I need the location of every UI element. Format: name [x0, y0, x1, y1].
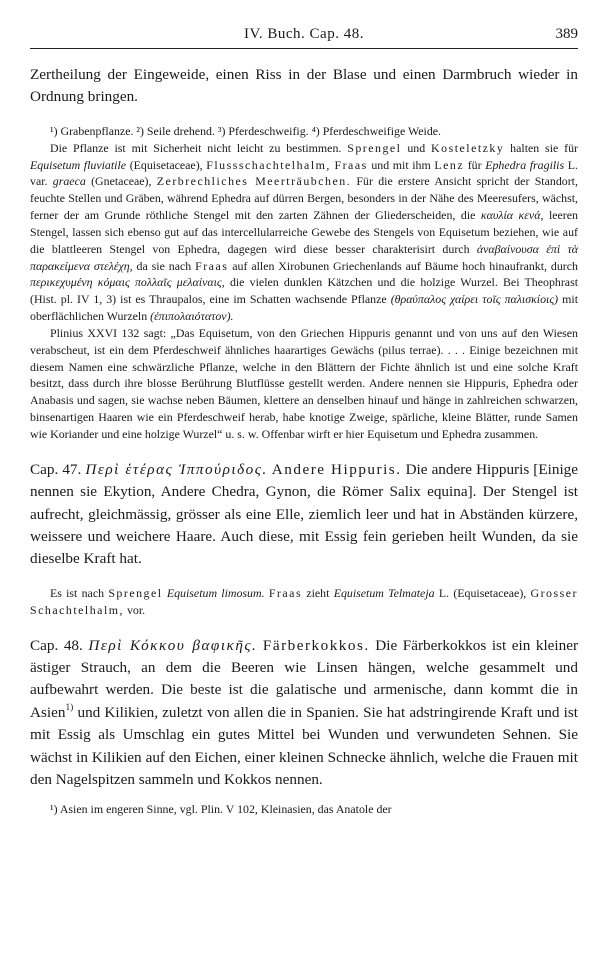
- page-body: [30, 64, 578, 818]
- greek-quote: περικεχυμένη κόμαις πολλαῖς μελαίναις,: [30, 275, 225, 290]
- taxon-name: Ephedra fragilis: [485, 157, 565, 172]
- running-header: [30, 24, 578, 49]
- commentary-paragraph-3: Es ist nach Sprengel Equisetum limosum. Fraas zieht Equisetum Telmateja L. (Equisetaceae), Grosser Schachtelhalm, vor.: [30, 585, 578, 617]
- commentary-paragraph-1: Die Pflanze ist mit Sicherheit nicht leicht zu bestimmen. Sprengel und Kosteletzky halten sie für Equisetum fluviatile (Equisetaceae), Flussschachtelhalm, Fraas und mit ihm Lenz für Ephedra fragilis L. var. graeca (Gnetaceae), Zerbrechliches Meerträubchen. Für die erstere Ansicht spricht der Standort, feuchte Stellen und Gräben, während Ephedra auf dürren Bergen, besonders in der Nähe des Meeresufers, wächst, ferner der am Grunde röthliche Stengel mit den zarten Zähnen der Gliederscheiden, die καυλία κενά, leeren Stengel, lassen sich ebenso gut auf das intercellularreiche Gewebe des Stengels von Equisetum beziehen, wie auf die blattleeren Stengel von Ephedra, dagegen wird diese besser charakterisirt durch ἀναβαίνουσα ἐπὶ τὰ παρακείμενα στελέχη, da sie nach Fraas auf allen Xirobunen Griechenlands auf Bäume hoch hinaufrankt, durch περικεχυμένη κόμαις πολλαῖς μελαίναις, die vielen dunklen Kätzchen und die holzige Wurzel. Bei Theophrast (Hist. pl. IV 1, 3) ist es Thraupalos, eine im Schatten wachsende Pflanze (θραύπαλος χαίρει τοῖς παλισκίοις) mit oberflächlichen Wurzeln (ἐπιπολαιότατον).: [30, 140, 579, 324]
- greek-quote: (ἐπιπολαιότατον).: [150, 309, 234, 324]
- chapter-title: Andere Hippuris.: [271, 460, 402, 478]
- taxon-name: Equisetum Telmateja: [333, 585, 435, 600]
- page-footnote: ¹) Asien im engeren Sinne, vgl. Plin. V 102, Kleinasien, das Anatole der: [50, 802, 392, 817]
- commentary-block-1: [30, 123, 578, 443]
- common-name: Zerbrechliches Meerträubchen.: [156, 174, 352, 189]
- running-title: IV. Buch. Cap. 48.: [244, 26, 364, 42]
- author-name: Lenz: [434, 157, 465, 172]
- author-name: Fraas: [334, 157, 368, 172]
- chapter-greek-title: Περὶ Κόκκου βαφικῆς.: [88, 636, 258, 654]
- taxon-variety: graeca: [52, 174, 86, 189]
- greek-quote: (θραύπαλος χαίρει τοῖς παλισκίοις): [390, 292, 559, 307]
- chapter-text: und Kilikien, zuletzt von allen die in Spanien. Sie hat adstringirende Kraft und ist mit Essig als Umschlag ein gutes Mittel bei Wunden und verwundeten Sehnen. Sie wächst in Kilikien auf den Eichen, einer kleinen Schnecke ähnlich, welche die Frauen mit den Nagelspitzen sammeln und Kokkos nennen.: [30, 703, 579, 788]
- author-name: Fraas: [195, 258, 229, 273]
- common-name: Flussschachtelhalm,: [206, 157, 331, 172]
- chapter-title: Färberkokkos.: [262, 636, 370, 654]
- footnote-translations: ¹) Grabenpflanze. ²) Seile drehend. ³) Pferdeschweifig. ⁴) Pferdeschweifige Weide.: [50, 123, 442, 138]
- author-name: Fraas: [268, 585, 303, 600]
- footnote-marker: 1): [65, 702, 74, 713]
- chapter-label: Cap. 48.: [30, 636, 83, 654]
- chapter-text: Die andere Hippuris [Einige nennen sie Ekytion, Andere Chedra, Gynon, die Römer Salix equina]. Der Stengel ist aufrecht, gleichmässig, grösser als eine Elle, ziemlich leer und hat in Abständen kürzere, weissere und weichere Haare. Auch diese, mit Essig fein gerieben heilt Wunden, da sie dieselbe Kraft hat.: [30, 460, 579, 568]
- author-name: Sprengel: [108, 585, 163, 600]
- commentary-paragraph-2: Plinius XXVI 132 sagt: „Das Equisetum, von den Griechen Hippuris genannt und von uns auf den Wiesen verabscheut, ist ein dem Pferdeschweif ähnliches haarartiges Gewächs (pilus terrae). . . . Einige bezeichnen mit diesem Namen eine schwärzliche Pflanze, welche in den Blättern der Fichte ähnlich ist und eine solche Kraft besitzt, dass durch ihre blosse Berührung Blutflüsse gestellt werden. Andere nennen sie Hippuris, Ephedra oder Anabasis und sagen, sie wachse neben Bäumen, klettere an denselben hinauf und hänge in zahlreichen schwarzen, binsenartigen Haaren wie ein Pferdeschweif herab, habe knotige Zweige, spärliche, kleine Blätter, runde Samen wie Koriander und eine holzige Wurzel“ u. s. w. Offenbar wirft er hier Equisetum und Ephedra zusammen.: [30, 325, 578, 441]
- chapter-greek-title: Περὶ ἑτέρας Ἱππούριδος.: [85, 460, 268, 478]
- author-name: Kosteletzky: [431, 140, 505, 155]
- chapter-text: Die Färberkokkos ist ein kleiner ästiger Strauch, an dem die Beeren wie Linsen hängen, welche gesammelt und aufbewahrt werden. Die beste ist die galatische und armenische, dann kommt die in Asien: [30, 636, 579, 721]
- commentary-block-2: [30, 585, 578, 619]
- chapter-label: Cap. 47.: [30, 460, 82, 478]
- greek-quote: καυλία κενά,: [480, 208, 544, 223]
- taxon-name: Equisetum limosum.: [166, 585, 265, 600]
- opening-paragraph: Zertheilung der Eingeweide, einen Riss in der Blase und einen Darmbruch wieder in Ordnung bringen.: [30, 66, 578, 106]
- greek-quote: ἀναβαίνουσα ἐπὶ τὰ παρακείμενα στελέχη,: [30, 241, 578, 273]
- chapter-47: [30, 459, 578, 571]
- author-name: Sprengel: [347, 140, 402, 155]
- taxon-name: Equisetum fluviatile: [30, 157, 127, 172]
- page-number: 389: [555, 26, 578, 42]
- common-name: Grosser Schachtelhalm,: [30, 585, 578, 617]
- chapter-48: [30, 635, 578, 792]
